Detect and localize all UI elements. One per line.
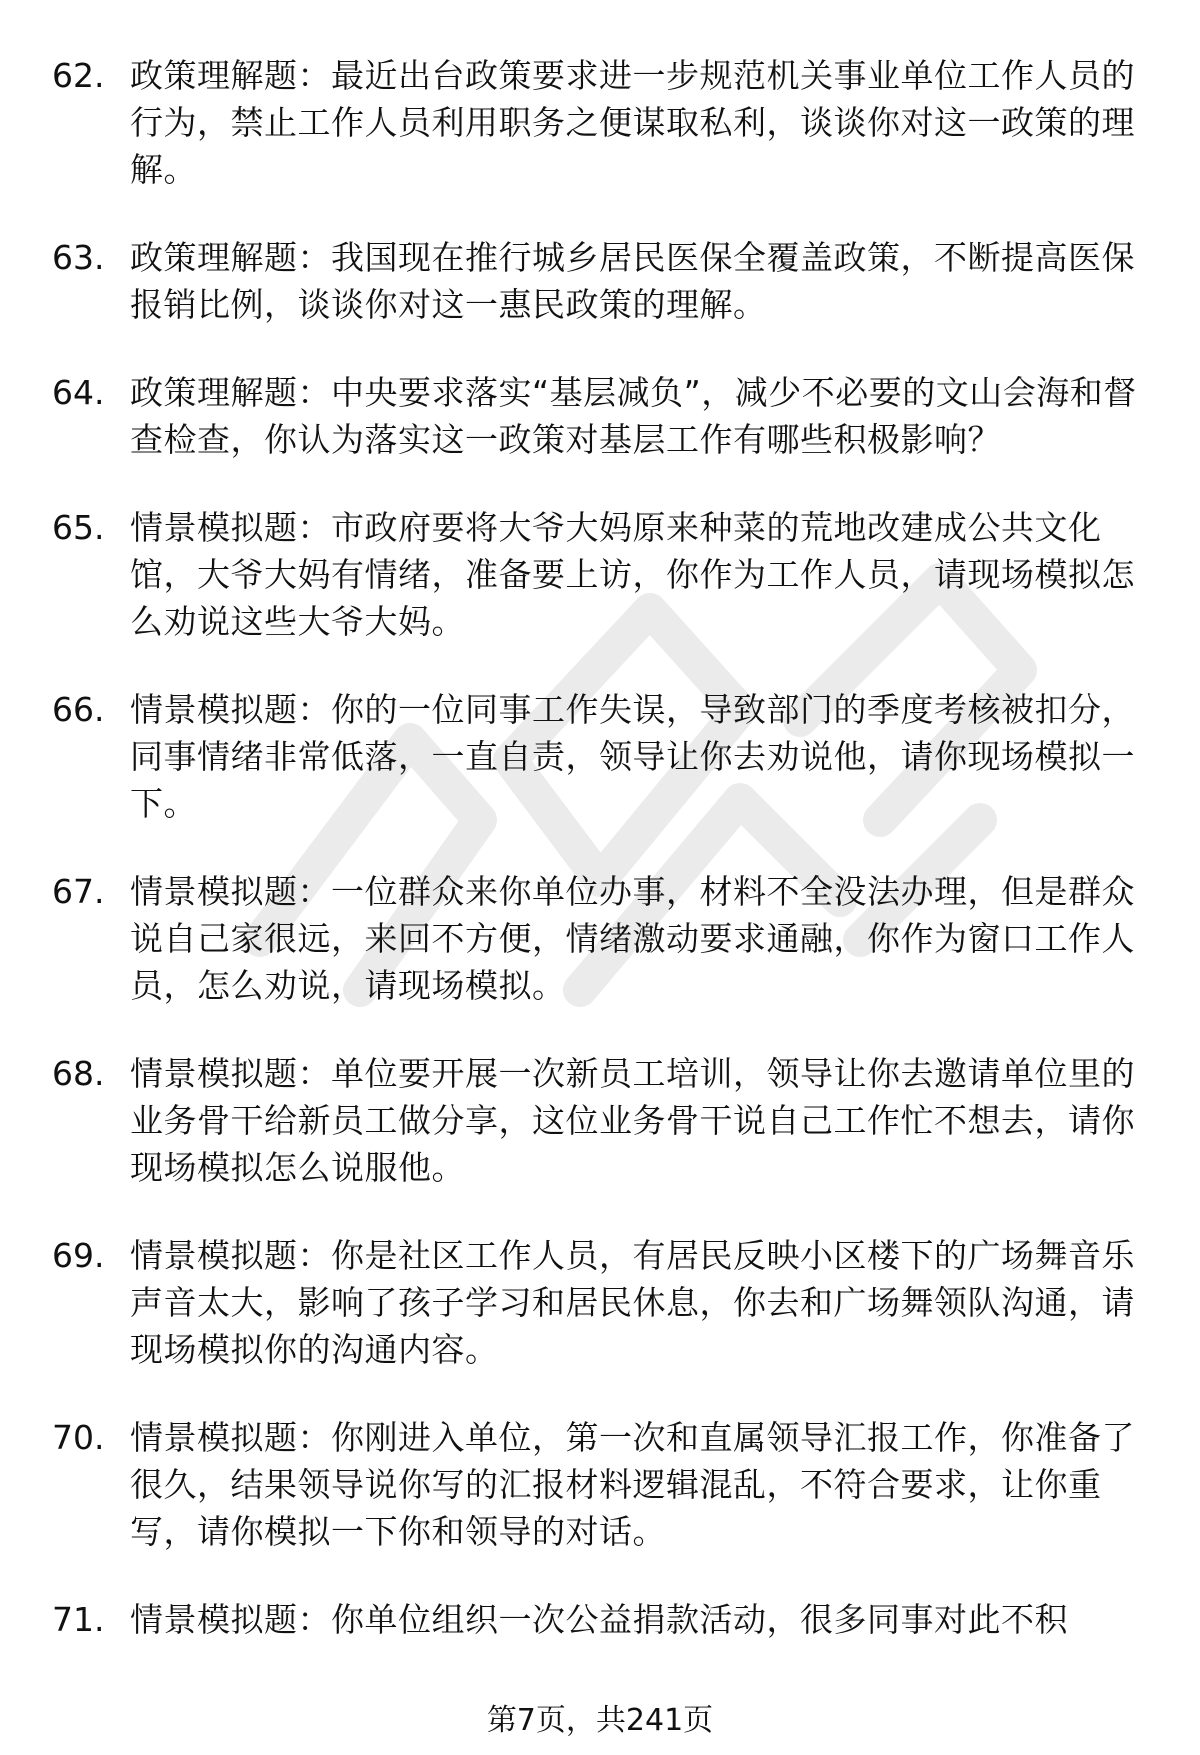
list-item [52,52,1142,193]
list-item [52,504,1142,645]
list-item [52,686,1142,827]
page-footer: 第7页，共241页 [486,1703,714,1738]
question-number: 70. [52,1418,105,1457]
question-text: 情景模拟题：你单位组织一次公益捐款活动，很多同事对此不积 [130,1600,1068,1639]
question-number: 66. [52,690,105,729]
question-text: 政策理解题：最近出台政策要求进一步规范机关事业单位工作人员的行为，禁止工作人员利用职务之便谋取私利，谈谈你对这一政策的理解。 [130,56,1135,189]
question-text: 情景模拟题：你的一位同事工作失误，导致部门的季度考核被扣分，同事情绪非常低落，一直自责，领导让你去劝说他，请你现场模拟一下。 [130,690,1135,823]
question-text: 情景模拟题：你刚进入单位，第一次和直属领导汇报工作，你准备了很久，结果领导说你写的汇报材料逻辑混乱，不符合要求，让你重写，请你模拟一下你和领导的对话。 [130,1418,1135,1551]
question-text: 情景模拟题：市政府要将大爷大妈原来种菜的荒地改建成公共文化馆，大爷大妈有情绪，准备要上访，你作为工作人员，请现场模拟怎么劝说这些大爷大妈。 [130,508,1135,641]
question-text: 情景模拟题：你是社区工作人员，有居民反映小区楼下的广场舞音乐声音太大，影响了孩子学习和居民休息，你去和广场舞领队沟通，请现场模拟你的沟通内容。 [130,1236,1135,1369]
question-text: 政策理解题：我国现在推行城乡居民医保全覆盖政策，不断提高医保报销比例，谈谈你对这一惠民政策的理解。 [130,238,1135,324]
list-item [52,1050,1142,1191]
question-number: 63. [52,238,105,277]
question-number: 65. [52,508,105,547]
question-number: 62. [52,56,105,95]
question-number: 67. [52,872,105,911]
question-number: 71. [52,1600,105,1639]
list-item [52,1596,1142,1643]
question-number: 68. [52,1054,105,1093]
question-number: 64. [52,373,105,412]
question-list [52,52,1142,1643]
question-number: 69. [52,1236,105,1275]
list-item [52,1232,1142,1373]
list-item [52,369,1142,463]
question-text: 情景模拟题：单位要开展一次新员工培训，领导让你去邀请单位里的业务骨干给新员工做分享，这位业务骨干说自己工作忙不想去，请你现场模拟怎么说服他。 [130,1054,1135,1187]
list-item [52,1414,1142,1555]
question-text: 情景模拟题：一位群众来你单位办事，材料不全没法办理，但是群众说自己家很远，来回不方便，情绪激动要求通融，你作为窗口工作人员，怎么劝说，请现场模拟。 [130,872,1135,1005]
list-item [52,868,1142,1009]
question-text: 政策理解题：中央要求落实“基层减负”，减少不必要的文山会海和督查检查，你认为落实这一政策对基层工作有哪些积极影响？ [130,373,1137,459]
list-item [52,234,1142,328]
